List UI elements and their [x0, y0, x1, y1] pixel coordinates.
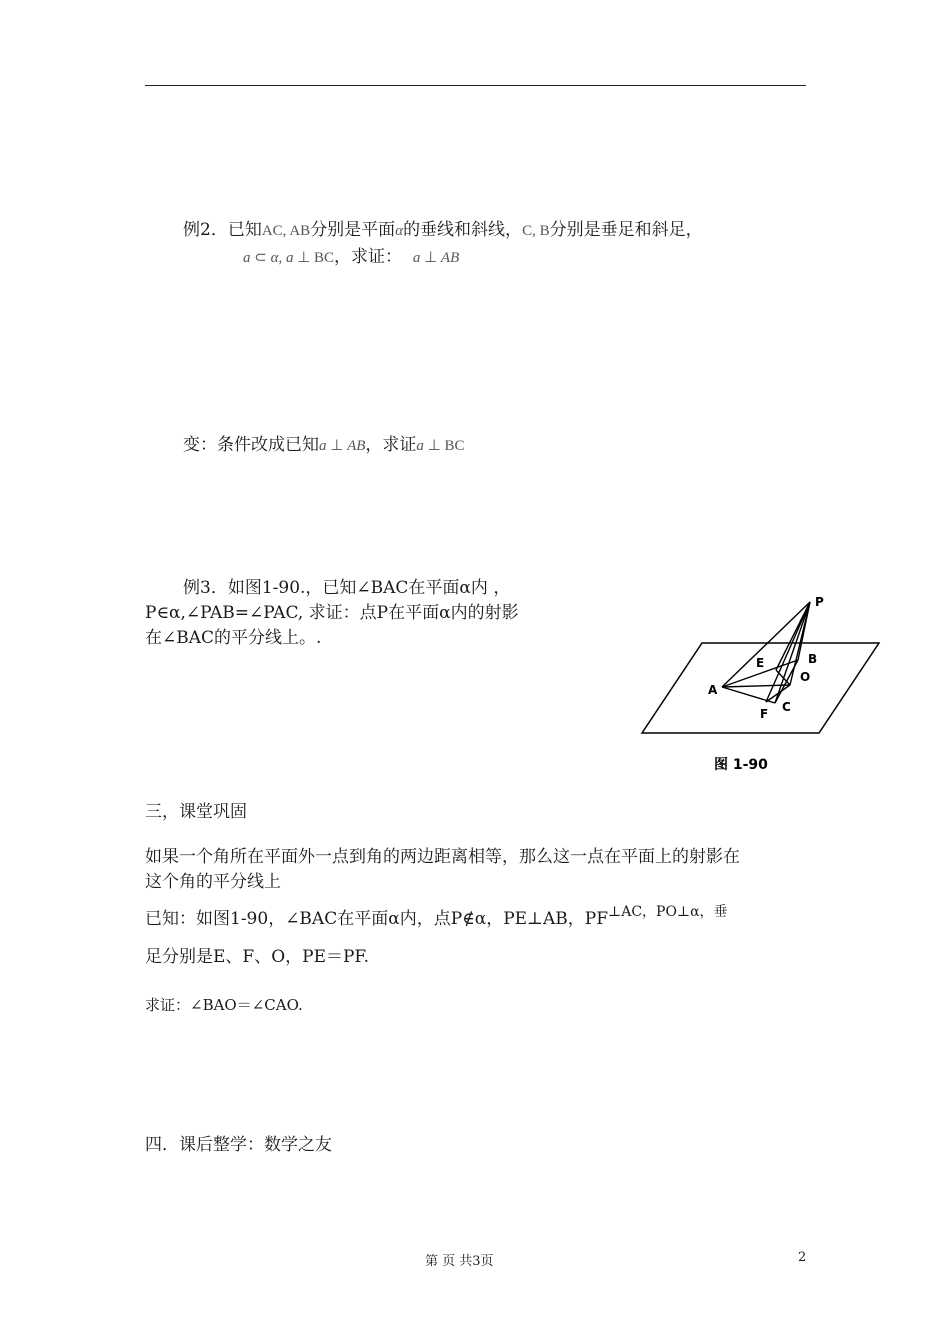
figure-caption: 图 1-90 [714, 757, 768, 773]
header-rule [145, 85, 806, 86]
figure-1-90 [630, 590, 890, 780]
section-4-heading: 四．课后整学：数学之友 [145, 1135, 332, 1155]
prove-line: 求证：∠BAO＝∠CAO. [145, 996, 303, 1014]
label-e: E [756, 656, 765, 670]
section-3-heading: 三，课堂巩固 [145, 802, 247, 822]
theorem-statement-line2: 这个角的平分线上 [145, 872, 281, 892]
label-c: C [782, 700, 791, 714]
label-b: B [808, 652, 818, 666]
edge-pc [775, 602, 810, 703]
math-alpha: α [395, 223, 404, 239]
variant-line: 变：条件改成已知a ⊥ AB，求证a ⊥ BC [183, 435, 465, 455]
example-3-line1: 例3．如图1-90.，已知∠BAC在平面α内 ， [183, 578, 511, 598]
label-p: P [815, 595, 824, 609]
theorem-statement-line1: 如果一个角所在平面外一点到角的两边距离相等，那么这一点在平面上的射影在 [145, 847, 740, 867]
label-o: O [800, 670, 811, 684]
example-3-line3: 在∠BAC的平分线上。. [145, 628, 322, 648]
edge-ao [722, 685, 790, 687]
given-line2: 足分别是E、F、O，PE＝PF. [145, 947, 369, 967]
page-number: 2 [798, 1250, 807, 1265]
footer-page-info: 第 页 共3页 [425, 1254, 494, 1269]
example-2-line2: a ⊂ α, a ⊥ BC，求证： a ⊥ AB [243, 247, 460, 267]
example-2-line1: 例2．已知AC, AB分别是平面α的垂线和斜线，C, B分别是垂足和斜足， [183, 220, 703, 240]
math-c-b: C, B [522, 223, 550, 239]
given-line1: 已知：如图1-90，∠BAC在平面α内，点P∉α，PE⊥AB，$PF^{\perp AC,PO\perp\alpha,垂}$ [145, 904, 728, 929]
edge-pa [722, 602, 810, 687]
label-f: F [760, 707, 769, 721]
math-ac-ab: AC, AB [261, 223, 311, 239]
example-2-prefix: 例2．已知 [183, 220, 262, 240]
example-3-line2: P∈α,∠PAB=∠PAC, 求证：点P在平面α内的射影 [145, 603, 519, 623]
label-a: A [708, 683, 718, 697]
